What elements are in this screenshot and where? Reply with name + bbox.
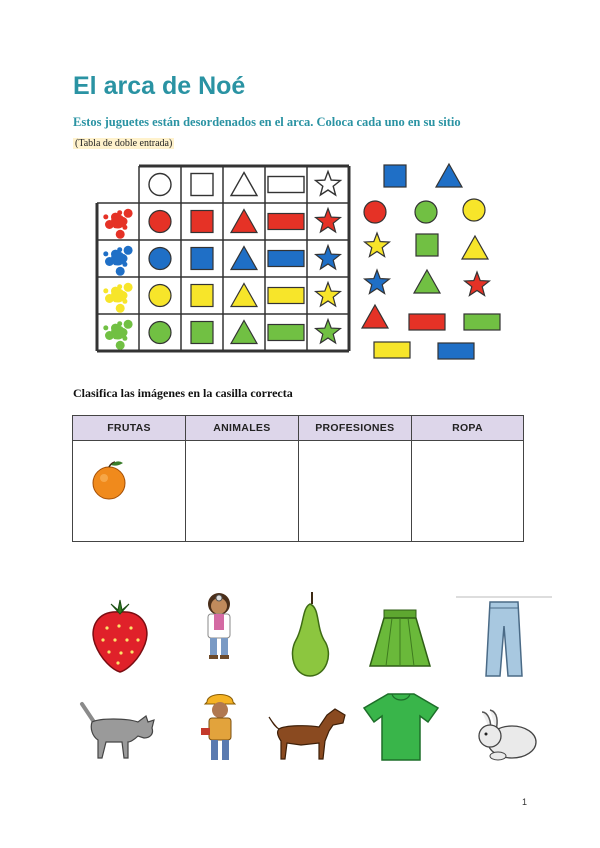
- grid-circle-blue[interactable]: [149, 248, 171, 270]
- drop-cell-frutas[interactable]: [73, 441, 186, 542]
- page-title: El arca de Noé: [73, 72, 246, 100]
- paint-drop: [117, 210, 122, 215]
- strawberry-icon[interactable]: [85, 598, 155, 676]
- grid-circle-yellow[interactable]: [149, 285, 171, 307]
- grid-star-yellow[interactable]: [316, 283, 341, 307]
- loose-triangle[interactable]: [414, 270, 440, 293]
- column-header-frutas: FRUTAS: [73, 416, 186, 441]
- drop-cell-profesiones[interactable]: [298, 441, 411, 542]
- header-rectangle-outline[interactable]: [268, 177, 304, 193]
- paint-drop: [116, 267, 125, 276]
- loose-star[interactable]: [365, 270, 390, 294]
- header-circle-outline[interactable]: [149, 174, 171, 196]
- loose-square[interactable]: [416, 234, 438, 256]
- dog-icon[interactable]: [265, 705, 351, 763]
- column-header-profesiones: PROFESIONES: [298, 416, 411, 441]
- loose-rectangle[interactable]: [409, 314, 445, 330]
- grid-rectangle-green[interactable]: [268, 325, 304, 341]
- classification-header-row: [73, 416, 524, 441]
- loose-triangle[interactable]: [462, 236, 488, 259]
- loose-rectangle[interactable]: [438, 343, 474, 359]
- green-paint-splash: [103, 320, 132, 350]
- paint-drop: [124, 209, 133, 218]
- loose-rectangle[interactable]: [374, 342, 410, 358]
- pear-icon[interactable]: [282, 590, 338, 680]
- table-type-tag: (Tabla de doble entrada): [75, 138, 173, 149]
- grid-star-green[interactable]: [316, 320, 341, 344]
- blue-paint-splash: [103, 246, 132, 276]
- paint-drop: [116, 230, 125, 239]
- paint-core: [111, 289, 125, 303]
- loose-star[interactable]: [465, 272, 490, 296]
- loose-circle[interactable]: [364, 201, 386, 223]
- instructions: Estos juguetes están desordenados en el arca. Coloca cada uno en su sitio: [73, 115, 461, 129]
- loose-circle[interactable]: [463, 199, 485, 221]
- grid-rectangle-red[interactable]: [268, 214, 304, 230]
- jeans-icon[interactable]: [456, 596, 552, 682]
- loose-star[interactable]: [365, 233, 390, 257]
- loose-triangle[interactable]: [436, 164, 462, 187]
- paint-drop: [117, 247, 122, 252]
- header-star-outline[interactable]: [316, 172, 341, 196]
- section-heading: Clasifica las imágenes en la casilla correcta: [73, 386, 293, 400]
- grid-square-blue[interactable]: [191, 248, 213, 270]
- green-tshirt-icon[interactable]: [362, 690, 440, 764]
- grid-star-red[interactable]: [316, 209, 341, 233]
- rabbit-icon[interactable]: [468, 708, 540, 764]
- grid-rectangle-blue[interactable]: [268, 251, 304, 267]
- paint-drop: [116, 304, 125, 313]
- column-header-ropa: ROPA: [411, 416, 523, 441]
- grid-circle-red[interactable]: [149, 211, 171, 233]
- column-header-animales: ANIMALES: [186, 416, 299, 441]
- yellow-paint-splash: [103, 283, 132, 313]
- paint-core: [111, 215, 125, 229]
- classification-table: [72, 415, 524, 542]
- paint-drop: [116, 341, 125, 350]
- page-number: 1: [522, 797, 528, 807]
- cat-icon[interactable]: [76, 700, 162, 760]
- grid-triangle-blue[interactable]: [231, 247, 257, 270]
- paint-drop: [124, 283, 133, 292]
- grid-triangle-red[interactable]: [231, 210, 257, 233]
- grid-square-red[interactable]: [191, 211, 213, 233]
- paint-drop: [124, 246, 133, 255]
- grid-triangle-green[interactable]: [231, 321, 257, 344]
- paint-core: [111, 326, 125, 340]
- grid-star-blue[interactable]: [316, 246, 341, 270]
- classification-drop-row: [73, 441, 524, 542]
- paint-drop: [117, 321, 122, 326]
- doctor-girl-icon[interactable]: [195, 590, 243, 662]
- grid-rectangle-yellow[interactable]: [268, 288, 304, 304]
- construction-worker-icon[interactable]: [197, 688, 243, 768]
- paint-drop: [103, 325, 108, 330]
- paint-core: [111, 252, 125, 266]
- paint-drop: [103, 251, 108, 256]
- loose-square[interactable]: [384, 165, 406, 187]
- loose-circle[interactable]: [415, 201, 437, 223]
- header-triangle-outline[interactable]: [231, 173, 257, 196]
- red-paint-splash: [103, 209, 132, 239]
- orange-icon[interactable]: [87, 451, 147, 511]
- green-skirt-icon[interactable]: [364, 606, 436, 672]
- paint-drop: [124, 320, 133, 329]
- paint-drop: [103, 214, 108, 219]
- drop-cell-ropa[interactable]: [411, 441, 523, 542]
- grid-square-yellow[interactable]: [191, 285, 213, 307]
- drop-cell-animales[interactable]: [186, 441, 299, 542]
- loose-triangle[interactable]: [362, 305, 388, 328]
- paint-drop: [103, 288, 108, 293]
- grid-circle-green[interactable]: [149, 322, 171, 344]
- grid-square-green[interactable]: [191, 322, 213, 344]
- paint-drop: [117, 284, 122, 289]
- header-square-outline[interactable]: [191, 174, 213, 196]
- loose-rectangle[interactable]: [464, 314, 500, 330]
- grid-triangle-yellow[interactable]: [231, 284, 257, 307]
- shapes-grid-area: [0, 0, 600, 380]
